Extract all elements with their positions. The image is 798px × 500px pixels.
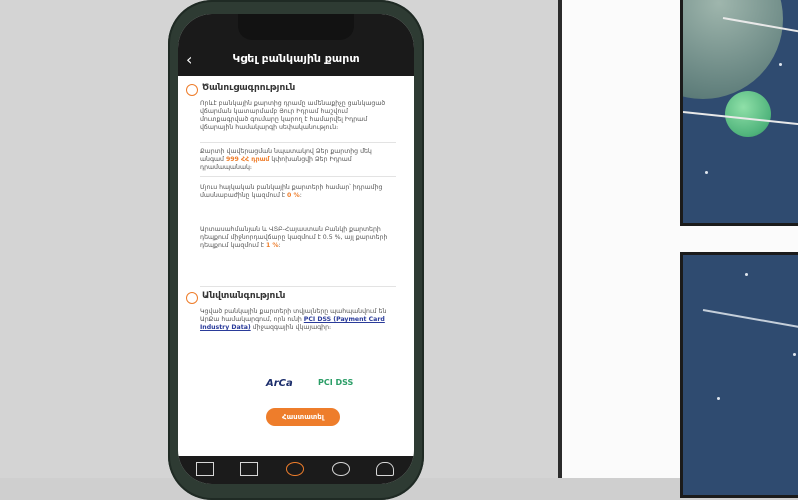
divider — [200, 286, 396, 287]
profile-icon[interactable] — [376, 462, 394, 476]
verification-amount: 999 ՀՀ դրամ — [225, 156, 270, 163]
star — [793, 353, 796, 356]
shield-icon — [186, 292, 198, 304]
security-paragraph — [200, 308, 396, 332]
star — [779, 63, 782, 66]
orbit-line — [703, 309, 798, 328]
divider — [200, 142, 396, 143]
fee-rate-foreign: 1 % — [265, 242, 279, 249]
section-heading-fees: Ծանուցագրություն — [202, 83, 296, 93]
security-suffix: միջազգային վկայագիր։ — [250, 324, 332, 331]
bottom-tab-bar — [178, 456, 414, 484]
paragraph2-prefix: Քարտի վավերացման նպատակով Ձեր քարտից մեկ անգամ — [200, 148, 372, 163]
comic-panel-space-bottom — [680, 252, 798, 498]
paragraph4-suffix: : — [278, 242, 281, 249]
idram-icon[interactable] — [286, 462, 304, 476]
pci-dss-link[interactable]: PCI DSS (Payment Card Industry Data) — [200, 316, 385, 331]
paragraph3-prefix: Մյուս հայկական բանկային քարտերի համար՝ իդրամից մասնաբաժինը կազմում է — [200, 184, 383, 199]
pci-dss-logo: PCI DSS — [318, 378, 354, 387]
fee-rate-local: 0 % — [287, 192, 300, 199]
chevron-left-icon[interactable]: ‹ — [186, 50, 193, 69]
security-prefix: Կցված բանկային քարտերի տվյալները պահպանվում են ԱրՔա համակարգում, որն ունի — [200, 308, 387, 323]
phone-screen — [178, 14, 414, 484]
screen-title: Կցել բանկային քարտ — [232, 52, 360, 65]
phone-notch — [238, 14, 354, 40]
wallet-icon[interactable] — [196, 462, 214, 476]
divider — [200, 176, 396, 177]
paragraph2-suffix: կփոխանցվի Ձեր Իդրամ դրամապանակ։ — [200, 156, 352, 171]
planet-green — [725, 91, 771, 137]
comic-panel-space-top — [680, 0, 798, 226]
fees-paragraph-3 — [200, 184, 396, 200]
history-icon[interactable] — [332, 462, 350, 476]
fees-paragraph-1: Որևէ բանկային քարտից դրամը ամենաքիչը ցանկացած վճարման կատարմամբ Յուր Իդրամ հաշվում մուտքագրված գումարը կարող է համարվել Իդրամ վճարային համակարգի սեփականություն։ — [200, 100, 386, 131]
section-heading-security: Անվտանգություն — [202, 291, 286, 301]
card-icon[interactable] — [240, 462, 258, 476]
planet-large — [680, 0, 783, 99]
content-area — [186, 78, 406, 458]
fees-paragraph-2 — [200, 148, 396, 172]
star — [705, 171, 708, 174]
paragraph3-suffix: : — [299, 192, 302, 199]
star — [745, 273, 748, 276]
paragraph4-prefix: Արտասահմանյան և ՎՏԲ-Հայաստան Բանկի քարտերի դեպքում միջնորդավճարը կազմում է 0.5 %, այլ քարտերի դեպքում կազմում է — [200, 226, 388, 249]
star — [717, 397, 720, 400]
comic-border-line — [558, 0, 562, 478]
top-bar — [178, 14, 414, 76]
info-icon — [186, 84, 198, 96]
confirm-button[interactable]: Հաստատել — [266, 408, 340, 426]
arca-logo: ArCa — [266, 378, 293, 389]
fees-paragraph-4 — [200, 226, 396, 250]
